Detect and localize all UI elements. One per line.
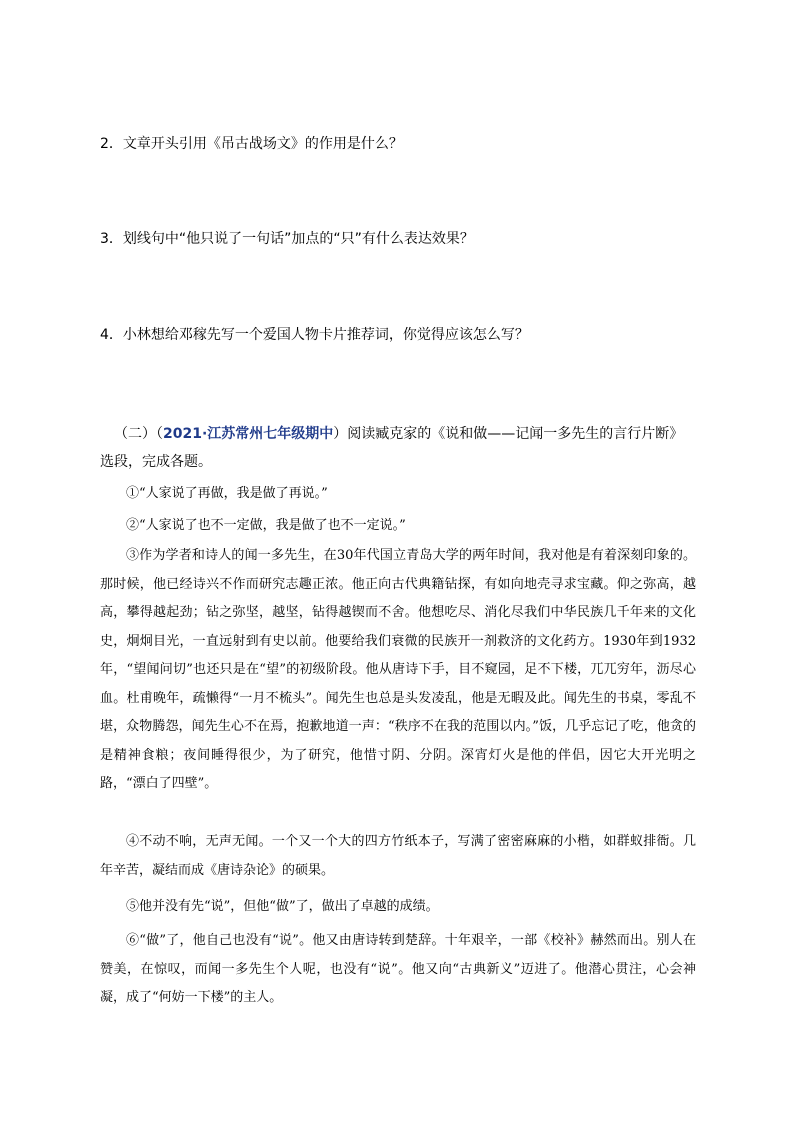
paragraph-2: ②“人家说了也不一定做，我是做了也不一定说。” [126, 518, 406, 533]
paragraph-5: ⑤他并没有先“说”，但他“做”了，做出了卓越的成绩。 [126, 899, 439, 914]
paragraph-3: ③作为学者和诗人的闻一多先生，在30年代国立青岛大学的两年时间，我对他是有着深刻印象的。那时候，他已经诗兴不作而研究志趣正浓。他正向古代典籍钻探，有如向地壳寻求宝藏。仰之弥高，越高，攀得越起劲；钻之弥坚，越坚，钻得越锲而不舍。他想吃尽、消化尽我们中华民族几千年来的文化史，炯炯目光，一直远射到有史以前。他要给我们衰微的民族开一剂救济的文化药方。1930年到1932年，“望闻问切”也还只是在“望”的初级阶段。他从唐诗下手，目不窥园，足不下楼，兀兀穷年，沥尽心血。杜甫晚年，疏懒得“一月不梳头”。闻先生也总是头发凌乱，他是无暇及此。闻先生的书桌，零乱不堪，众物腾怨，闻先生心不在焉，抱歉地道一声：“秩序不在我的范围以内。”饭，几乎忘记了吃，他贪的是精神食粮；夜间睡得很少，为了研究，他惜寸阴、分阴。深宵灯火是他的伴侣，因它大开光明之路，“漂白了四壁”。 [100, 548, 696, 791]
section-suffix: ）阅读臧克家的《说和做——记闻一多先生的言行片断》选段，完成各题。 [100, 426, 684, 470]
section-source: 2021·江苏常州七年级期中 [163, 426, 334, 442]
paragraph-6: ⑥“做”了，他自己也没有“说”。他又由唐诗转到楚辞。十年艰辛，一部《校补》赫然而出。别人在赞美，在惊叹，而闻一多先生个人呢，也没有“说”。他又向“古典新义”迈进了。他潜心贯注，心会神凝，成了“何妨一下楼”的主人。 [100, 933, 696, 1005]
question-4: 4．小林想给邓稼先写一个爱国人物卡片推荐词，你觉得应该怎么写？ [100, 327, 529, 343]
question-3: 3．划线句中“他只说了一句话”加点的“只”有什么表达效果？ [100, 231, 474, 247]
section-prefix: （二）（ [114, 426, 163, 442]
paragraph-4: ④不动不响，无声无闻。一个又一个大的四方竹纸本子，写满了密密麻麻的小楷，如群蚁排衙。几年辛苦，凝结而成《唐诗杂论》的硕果。 [100, 834, 696, 878]
paragraph-1: ①“人家说了再做，我是做了再说。” [126, 486, 328, 501]
question-2: 2．文章开头引用《吊古战场文》的作用是什么？ [100, 136, 403, 152]
section-intro [100, 420, 696, 476]
